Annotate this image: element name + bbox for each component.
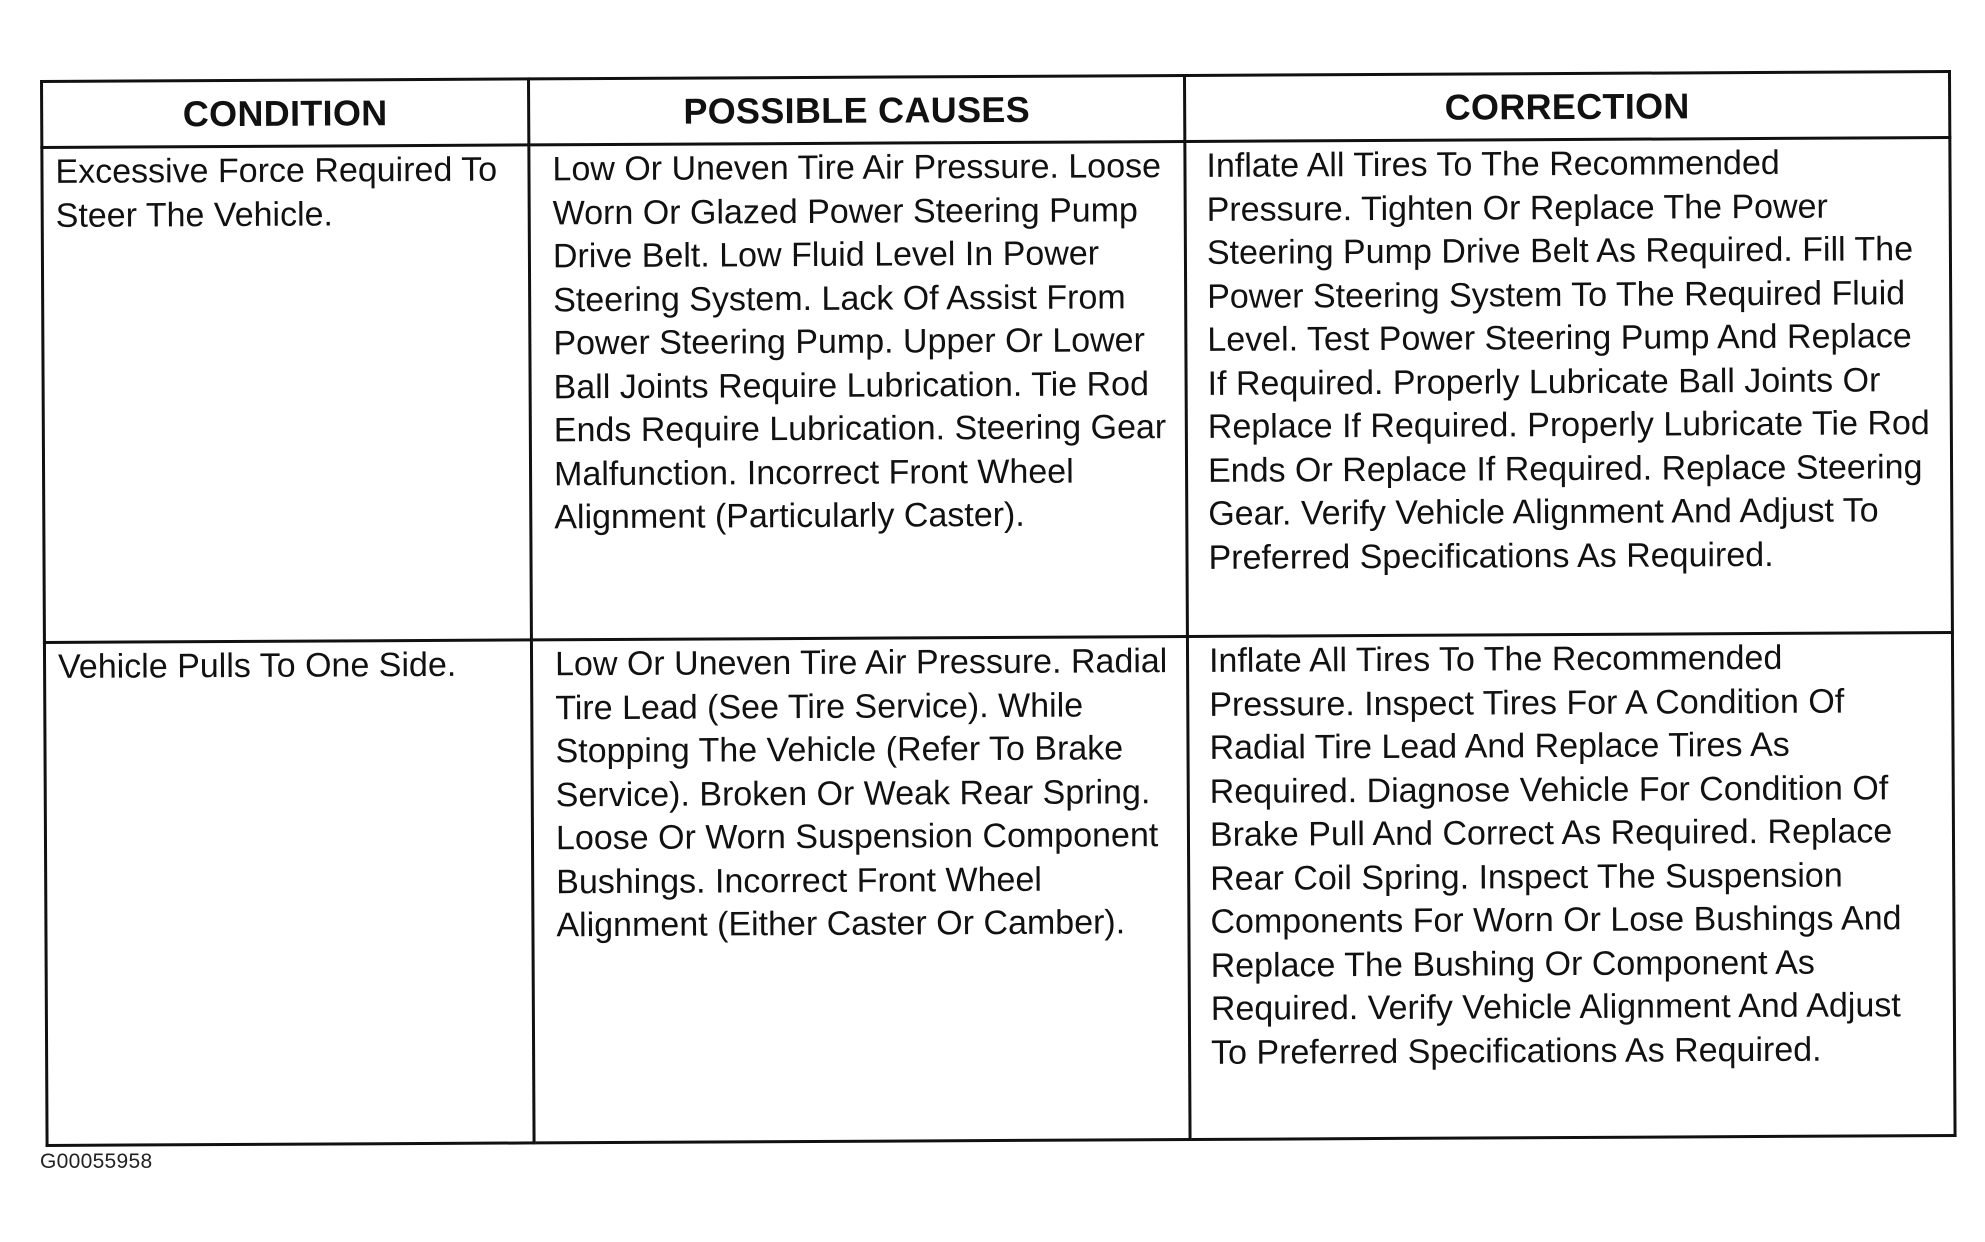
header-condition: CONDITION [42, 79, 529, 148]
condition-cell: Excessive Force Required To Steer The Vehicle. [42, 145, 532, 643]
header-correction: CORRECTION [1184, 72, 1949, 142]
table-row [42, 138, 1953, 643]
condition-cell: Vehicle Pulls To One Side. [44, 640, 534, 1146]
possible-causes-cell: Low Or Uneven Tire Air Pressure. Loose Worn Or Glazed Power Steering Pump Drive Belt. Low Fluid Level In Power Steering System. Lack Of Assist From Power Steering Pump. Upper Or Lower Ball Joints Require Lubrication. Tie Rod Ends Require Lubrication. Steering Gear Malfunction. Incorrect Front Wheel Alignment (Particularly Caster). [529, 142, 1188, 640]
correction-cell: Inflate All Tires To The Recommended Pressure. Tighten Or Replace The Power Steering Pump Drive Belt As Required. Fill The Power Steering System To The Required Fluid Level. Test Power Steering Pump And Replace If Required. Properly Lubricate Ball Joints Or Replace If Required. Properly Lubricate Tie Rod Ends Or Replace If Required. Replace Steering Gear. Verify Vehicle Alignment And Adjust To Preferred Specifications As Required. [1185, 138, 1953, 637]
header-possible-causes: POSSIBLE CAUSES [529, 76, 1185, 145]
correction-cell: Inflate All Tires To The Recommended Pressure. Inspect Tires For A Condition Of Radial Tire Lead And Replace Tires As Required. Diagnose Vehicle For Condition Of Brake Pull And Correct As Required. Replace Rear Coil Spring. Inspect The Suspension Components For Worn Or Lose Bushings And Replace The Bushing Or Component As Required. Verify Vehicle Alignment And Adjust To Preferred Specifications As Required. [1187, 632, 1955, 1139]
figure-id: G00055958 [40, 1150, 153, 1173]
possible-causes-cell: Low Or Uneven Tire Air Pressure. Radial Tire Lead (See Tire Service). While Stopping The Vehicle (Refer To Brake Service). Broken Or Weak Rear Spring. Loose Or Worn Suspension Component Bushings. Incorrect Front Wheel Alignment (Either Caster Or Camber). [531, 636, 1190, 1142]
table-row [44, 632, 1955, 1145]
diagnosis-table [40, 70, 1957, 1147]
header-row [42, 72, 1950, 148]
